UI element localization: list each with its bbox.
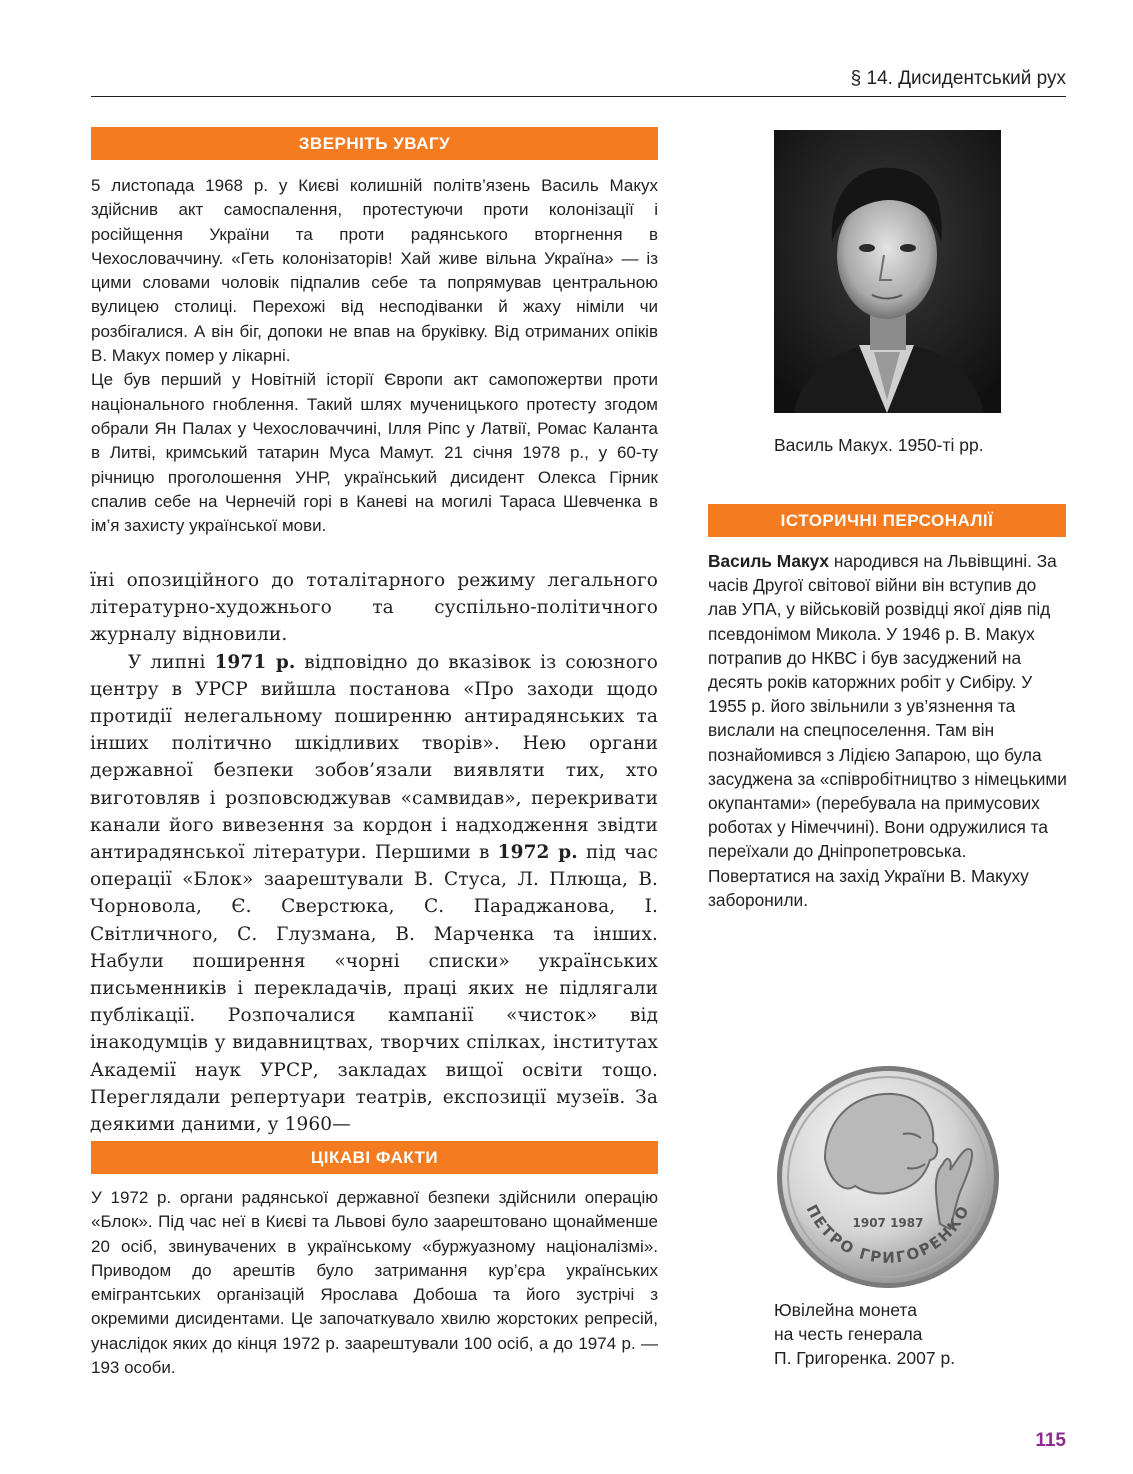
section-title: § 14. Дисидентський рух [850,68,1066,89]
person-name: Василь Макух [708,551,830,571]
coin-illustration [775,1064,1001,1290]
coin-years-inscription: 1907 1987 [852,1216,924,1230]
coin-caption-line-3: П. Григоренка. 2007 р. [774,1348,956,1368]
coin-caption-line-2: на честь генерала [774,1324,923,1344]
commemorative-coin [775,1064,1001,1290]
portrait-photo [774,130,1001,413]
coin-caption-line-1: Ювілейна монета [774,1300,917,1320]
coin-caption [774,1298,955,1370]
attention-box-body [91,174,658,538]
page-number: 115 [1035,1430,1066,1451]
year-1971: 1971 р. [214,651,296,673]
portrait-illustration [774,130,1001,413]
header-divider [91,96,1066,97]
main-body-text [90,567,658,1138]
main-p2-text-1: У липні [128,651,215,673]
main-paragraph-1: їні опозиційного до тоталітарного режиму легального літературно-художнього та суспільно-політичного журналу відновили. [90,570,658,646]
person-bio: народився на Львівщині. За часів Другої світової війни він вступив до лав УПА, у військовій розвідці якої діяв під псевдонімом Микола. У 1946 р. В. Макух потрапив до НКВС і був засуджений на десять років каторжних робіт у Сибіру. У 1955 р. його звільнили з ув’язнення та вислали на спецпоселення. Там він познайомився з Лідією Запарою, що була засуджена за «співробітництво з німецькими окупантами» (перебувала на примусових роботах у Німеччині). Вони одружилися та переїхали до Дніпропетровська. Повертатися на захід України В. Макуху заборонили. [708,551,1067,910]
photo-caption: Василь Макух. 1950-ті рр. [774,435,984,455]
personalities-box-body [708,549,1068,912]
main-p2-text-2: відповідно до вказівок із союзного центру в УРСР вийшла постанова «Про заходи щодо протидії нелегальному поширенню антирадянських та інших політично шкідливих творів». Нею органи державної безпеки зобов’язали виявляти тих, хто виготовляв і розповсюджував «самвидав», перекривати канали його вивезення за кордон і надходження звідти антирадянської літератури. Першими в [90,651,658,864]
year-1972: 1972 р. [497,842,578,864]
facts-box-body: У 1972 р. органи радянської державної безпеки здійснили операцію «Блок». Під час неї в Києві та Львові було заарештовано щонайменше 20 осіб, звинувачених в українському «буржуазному націоналізмі». Приводом до арештів було затримання кур’єра українських емігрантських організацій Ярослава Добоша та його зустрічі з окремими дисидентами. Це започаткувало хвилю жорстоких репресій, унаслідок яких до кінця 1972 р. заарештували 100 осіб, а до 1974 р. — 193 особи. [91,1188,658,1378]
attention-box-title: ЗВЕРНІТЬ УВАГУ [91,127,658,160]
attention-paragraph-1: 5 листопада 1968 р. у Києві колишній політв’язень Василь Макух здійснив акт самоспалення, протестуючи проти колонізації і російщення України та проти радянського вторгнення в Чехословаччину. «Геть колонізаторів! Хай живе вільна Україна» — із цими словами чоловік підпалив себе та попрямував центральною вулицею столиці. Перехожі від несподіванки й жаху німіли чи розбігалися. А він біг, допоки не впав на бруківку. Від отриманих опіків В. Макух помер у лікарні. [91,176,658,366]
attention-paragraph-2: Це був перший у Новітній історії Європи акт самопожертви проти національного гноблення. Такий шлях мученицького протесту згодом обрали Ян Палах у Чехословаччині, Ілля Ріпс у Латвії, Ромас Каланта в Литві, кримський татарин Муса Мамут. 21 січня 1978 р., у 60-ту річницю проголошення УНР, український дисидент Олекса Гірник спалив себе на Чернечій горі в Каневі на могилі Тараса Шевченка в ім’я захисту української мови. [91,370,658,536]
main-p2-text-3: під час операції «Блок» заарештували В. Стуса, Л. Плюща, В. Чорновола, Є. Сверстюка, С. Параджанова, І. Світличного, С. Глузмана, В. Марченка та інших. Набули поширення «чорні списки» українських письменників і перекладачів, праці яких не підлягали публікації. Розпочалися кампанії «чисток» від інакодумців у видавництвах, творчих спілках, інститутах Академії наук УРСР, закладах вищої освіти тощо. Переглядали репертуари театрів, експозиції музеїв. За деякими даними, у 1960— [90,842,658,1136]
personalities-box-title: ІСТОРИЧНІ ПЕРСОНАЛІЇ [708,504,1066,537]
coin-name-inscription: ПЕТРО ГРИГОРЕНКО [802,1201,974,1267]
main-paragraph-2 [90,649,658,1139]
facts-box-title: ЦІКАВІ ФАКТИ [91,1141,658,1174]
